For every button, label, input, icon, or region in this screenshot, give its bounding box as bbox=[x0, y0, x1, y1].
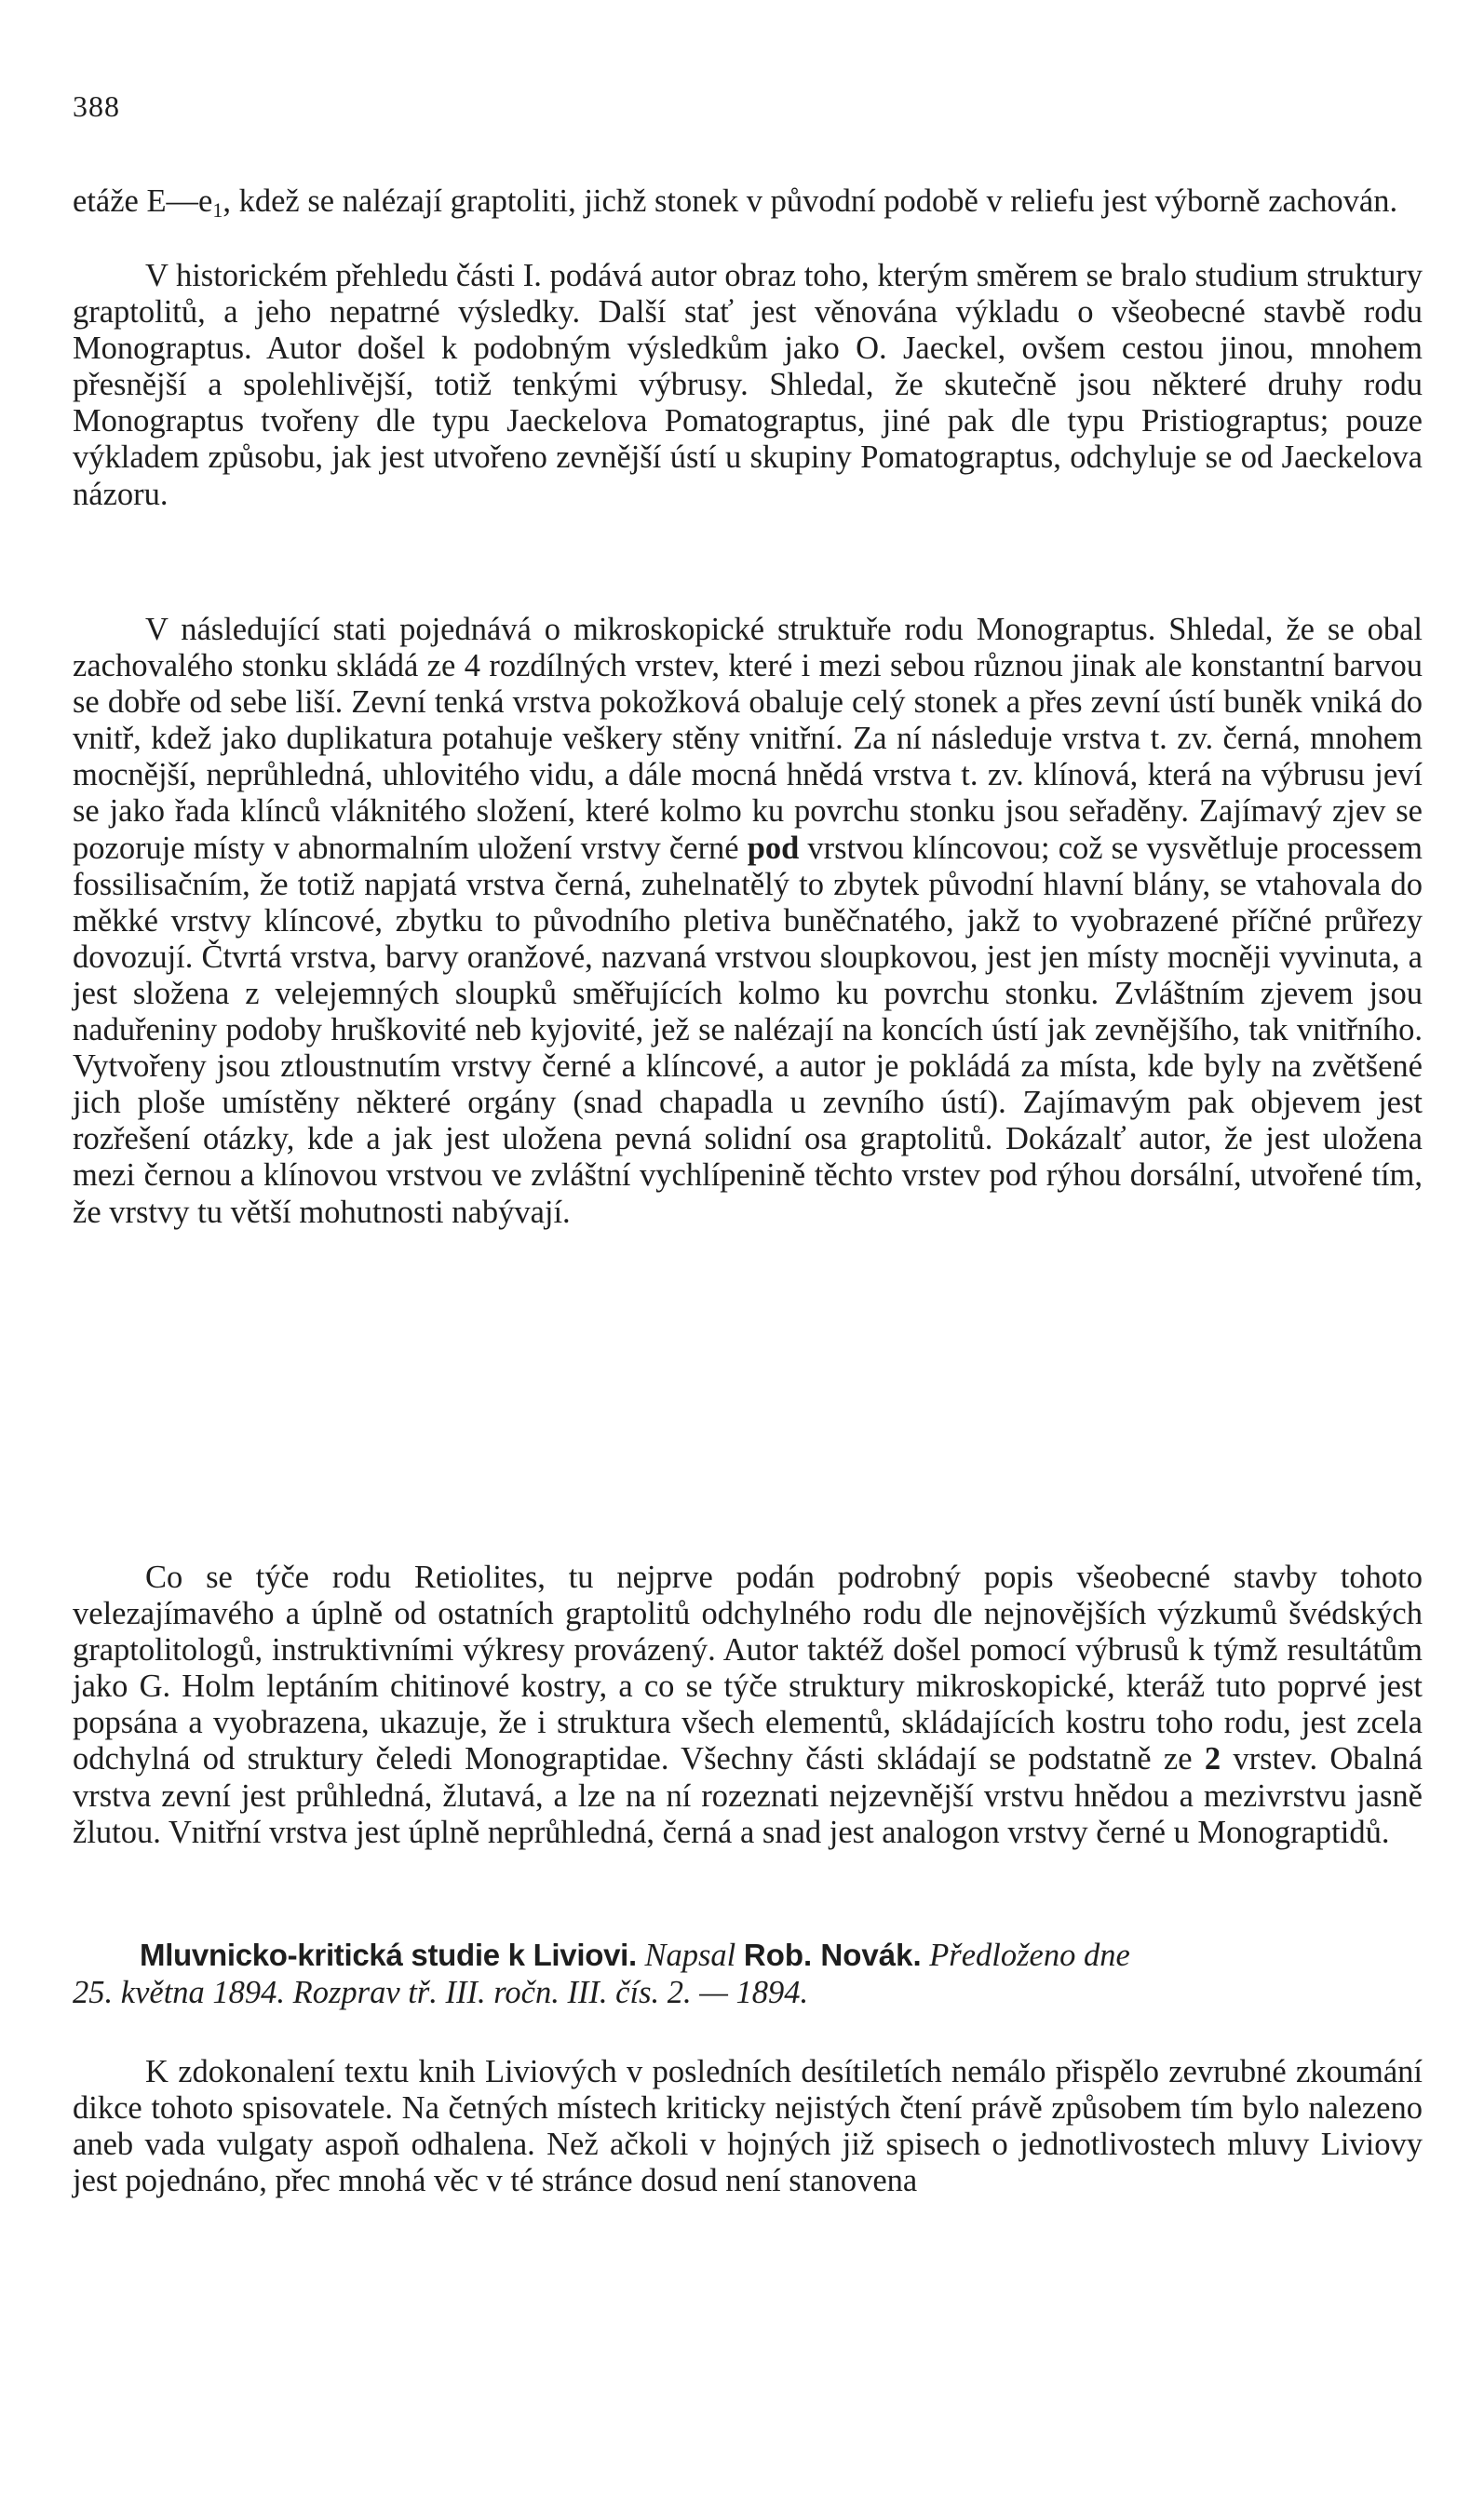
article-heading-line-1 bbox=[140, 1937, 1420, 1974]
paragraph-4-part-a: Co se týče rodu Retiolites, tu nejprve podán podrobný popis všeobecné stavby tohoto velezajímavého a úplně od ostatních graptolitů odchylného rodu dle nejnovějších výzkumů švédských graptolitologů, instruktivními výkresy provázený. Autor taktéž došel pomocí výbrusů k týmž resultátům jako G. Holm leptáním chitinové kostry, a co se týče struktury mikroskopické, kteráž tuto poprvé jest popsána a vyobrazena, ukazuje, že i struktura všech elementů, skládajících kostru toho rodu, jest zcela odchylná od struktury čeledi Monograptidae. Všechny části skládají se podstatně ze bbox=[73, 1560, 1423, 1777]
paragraph-historical-overview: V historickém přehledu části I. podává autor obraz toho, kterým směrem se bralo studium struktury graptolitů, a jeho nepatrné výsledky. Další stať jest věnována výkladu o všeobecné stavbě rodu Monograptus. Autor došel k podobným výsledkům jako O. Jaeckel, ovšem cestou jinou, mnohem přesnější a spolehlivější, totiž tenkými výbrusy. Shledal, že skutečně jsou některé druhy rodu Monograptus tvořeny dle typu Jaeckelova Pomatograptus, jiné pak dle typu Pristiograptus; pouze výkladem způsobu, jak jest utvořeno zevnější ústí u skupiny Pomatograptus, odchyluje se od Jaeckelova názoru. bbox=[73, 258, 1423, 512]
paragraph-1-rest: , kdež se nalézají graptoliti, jichž stonek v původní podobě v reliefu jest výborně zachován. bbox=[223, 183, 1398, 219]
paragraph-3-part-b: vrstvou klíncovou; což se vysvětluje processem fossilisačním, že totiž napjatá vrstva černá, zuhelnatělý to zbytek původní hlavní blány, se vtahovala do měkké vrstvy klíncové, zbytku to původního pletiva buněčnatého, jakž to vyobrazené příčné průřezy dovozují. Čtvrtá vrstva, barvy oranžové, nazvaná vrstvou sloupkovou, jest jen místy mocněji vyvinuta, a jest složena z velejemných sloupků směřujících kolmo ku povrchu stonku. Zvláštním zjevem jsou naduřeniny podoby hruškovité neb kyjovité, jež se nalézají na koncích ústí jak zevnějšího, tak vnitřního. Vytvořeny jsou ztloustnutím vrstvy černé a klíncové, a autor je pokládá za místa, kde byly na zvětšené jich ploše umístěny některé orgány (snad chapadla u zevního ústí). Zajímavým pak objevem jest rozřešení otázky, kde a jak jest uložena pevná solidní osa graptolitů. Dokázalť autor, že jest uložena mezi černou a klínovou vrstvou ve zvláštní vychlípenině těchto vrstev pod rýhou dorsální, utvořené tím, že vrstvy tu větší mohutnosti nabývají. bbox=[73, 830, 1423, 1230]
paragraph-3-bold-word: pod bbox=[747, 830, 800, 866]
article-written-by: Napsal bbox=[644, 1938, 736, 1973]
page-number: 388 bbox=[73, 89, 120, 123]
article-heading bbox=[73, 1937, 1420, 2011]
article-date-reference: 25. května 1894. Rozprav tř. III. ročn. III. čís. 2. — 1894. bbox=[73, 1975, 809, 2010]
paragraph-retiolites bbox=[73, 1560, 1423, 1851]
paragraph-1-lead: etáže E—e bbox=[73, 183, 213, 219]
paragraph-livius-intro: K zdokonalení textu knih Liviových v posledních desítiletích nemálo přispělo zevrubné zkoumání dikce tohoto spisovatele. Na četných místech kriticky nejistých čtení právě způsobem tím bylo nalezeno aneb vada vulgaty aspoň odhalena. Než ačkoli v hojných již spisech o jednotlivostech mluvy Liviovy jest pojednáno, přec mnohá věc v té stránce dosud není stanovena bbox=[73, 2054, 1423, 2199]
paragraph-4-bold-number: 2 bbox=[1204, 1741, 1221, 1777]
article-title: Mluvnicko-kritická studie k Liviovi. bbox=[140, 1938, 637, 1972]
paragraph-3-part-a: V následující stati pojednává o mikroskopické struktuře rodu Monograptus. Shledal, že se obal zachovalého stonku skládá ze 4 rozdílných vrstev, které i mezi sebou různou jinak ale konstantní barvou se dobře od sebe liší. Zevní tenká vrstva pokožková obaluje celý stonek a přes zevní ústí buněk vniká do vnitř, kdež jako duplikatura potahuje veškery stěny vnitřní. Za ní následuje vrstva t. zv. černá, mnohem mocnější, neprůhledná, uhlovitého vidu, a dále mocná hnědá vrstva t. zv. klínová, která na výbrusu jeví se jako řada klínců vláknitého složení, které kolmo ku povrchu stonku jsou seřaděny. Zajímavý zjev se pozoruje místy v abnormalním uložení vrstvy černé bbox=[73, 612, 1423, 866]
article-submitted-label: Předloženo dne bbox=[929, 1938, 1130, 1973]
paragraph-continuation bbox=[73, 183, 1423, 228]
paragraph-4-part-b: vrstev. Obalná vrstva zevní jest průhledná, žlutavá, a lze na ní rozeznati nejzevnější vrstvu hnědou a mezivrstvu jasně žlutou. Vnitřní vrstva jest úplně neprůhledná, černá a snad jest analogon vrstvy černé u Monograptidů. bbox=[73, 1741, 1423, 1850]
article-author: Rob. Novák. bbox=[743, 1938, 922, 1972]
paragraph-1-subscript: 1 bbox=[212, 198, 223, 222]
paragraph-microscopic-structure bbox=[73, 612, 1423, 1231]
